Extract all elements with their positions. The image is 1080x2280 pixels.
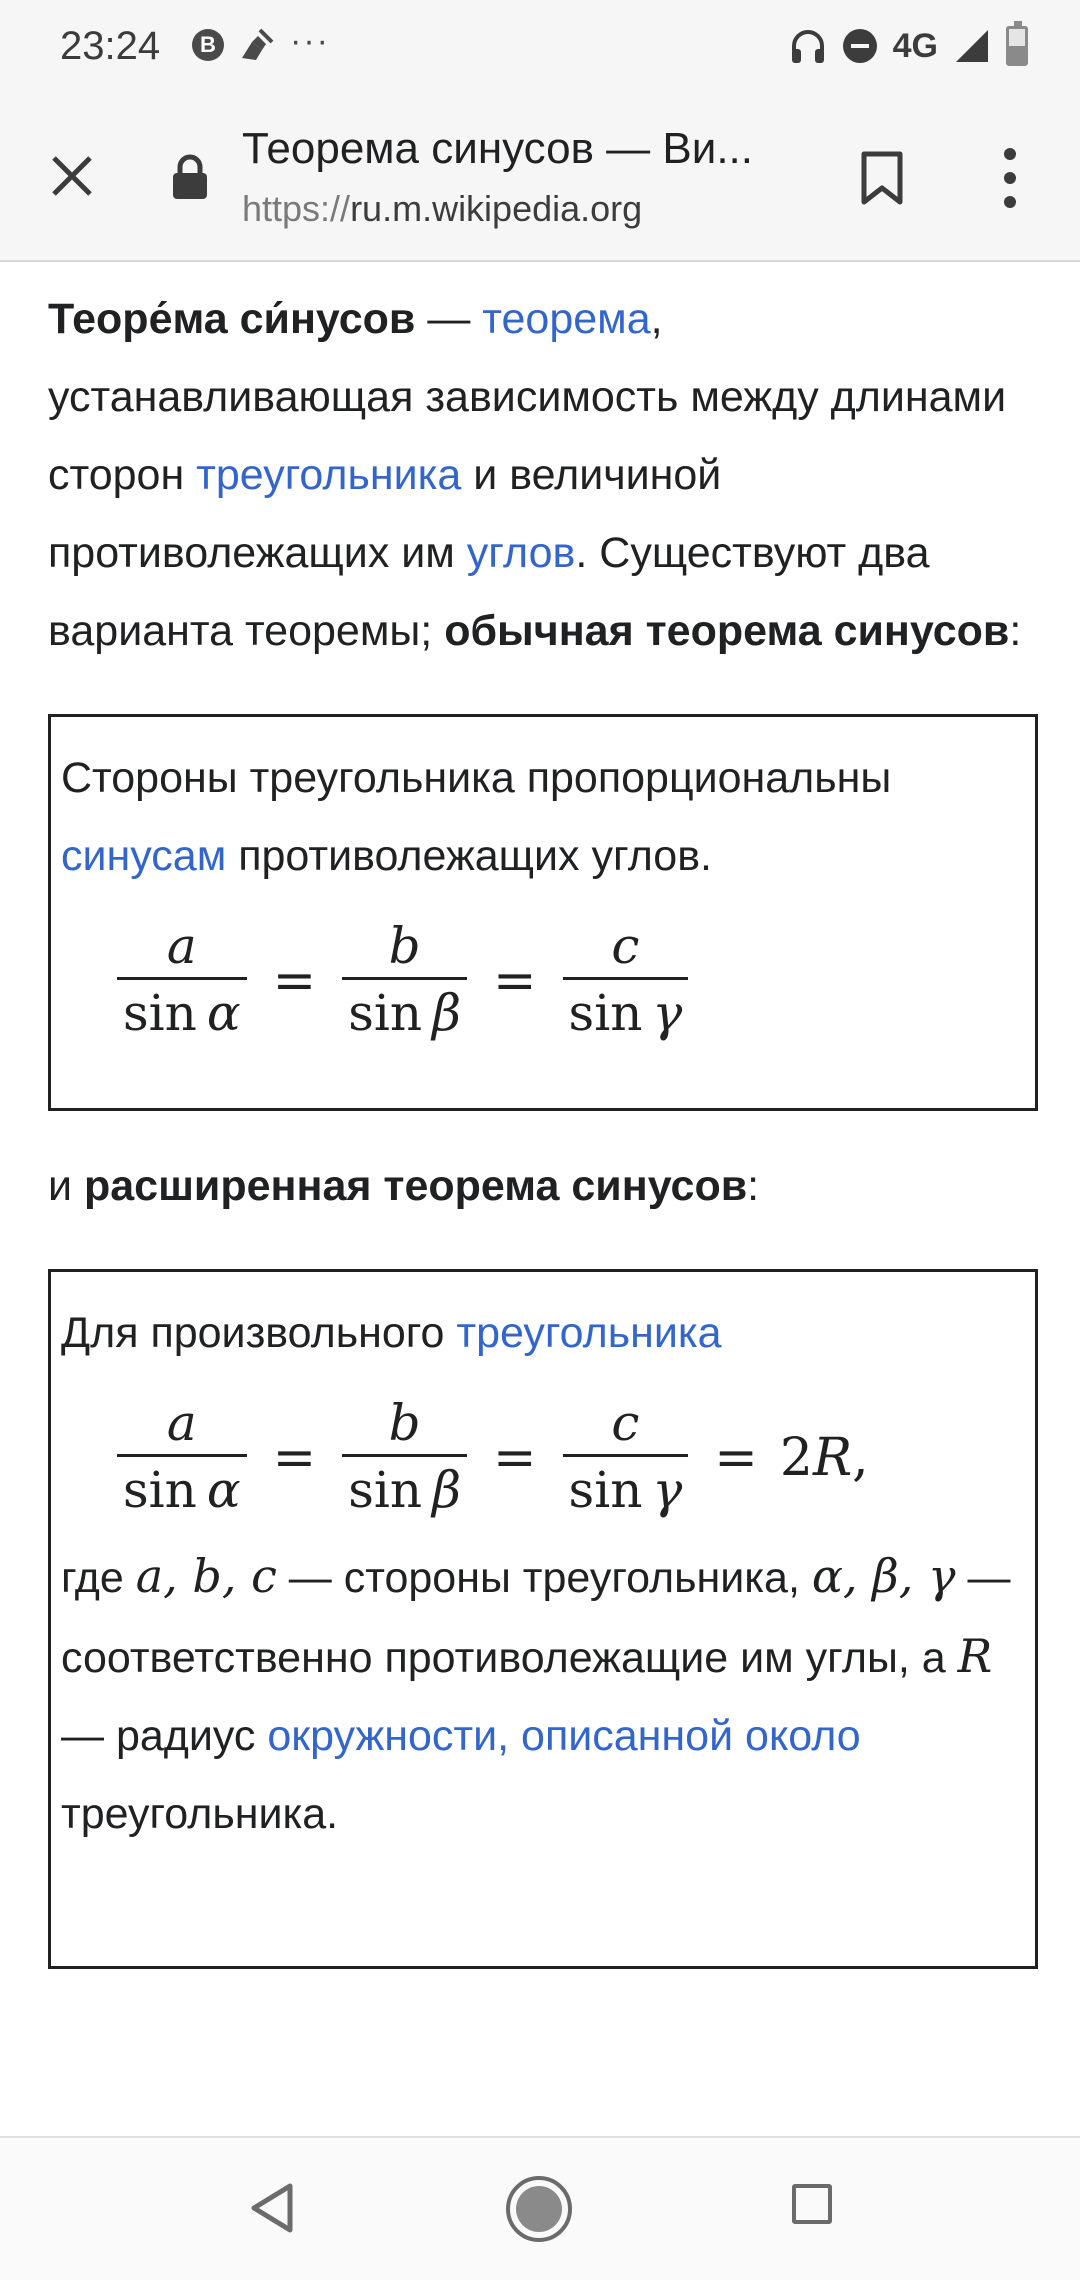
- math-sides: a, b, c: [135, 1549, 277, 1603]
- bold-term: Теоре́ма си́нусов: [48, 295, 416, 343]
- article-content: [48, 280, 1038, 1969]
- headphones-icon: [789, 27, 827, 65]
- intro-paragraph: Теоре́ма си́нусов — теорема, устанавливающая зависимость между длинами сторон треугольника и величиной противолежащих им углов. Существуют два варианта теоремы; обычная теорема синусов:: [48, 295, 1022, 655]
- close-button[interactable]: [36, 140, 108, 212]
- link-treugolnika-2[interactable]: треугольника: [456, 1309, 722, 1357]
- more-vert-icon: [1004, 148, 1016, 160]
- link-uglov[interactable]: углов: [466, 529, 576, 577]
- link-treugolnika[interactable]: треугольника: [196, 451, 462, 499]
- url-scheme: https://: [242, 188, 351, 229]
- status-time: 23:24: [60, 24, 161, 68]
- box1-text: Стороны треугольника пропорциональны синусам противолежащих углов.: [61, 754, 892, 880]
- theorem-box-extended: [48, 1269, 1038, 1969]
- link-teorema[interactable]: теорема: [482, 295, 651, 343]
- link-sinusam[interactable]: синусам: [61, 832, 227, 880]
- link-circumcircle[interactable]: окружности, описанной около: [267, 1712, 861, 1760]
- custom-tab-toolbar: [0, 96, 1080, 262]
- close-icon: [50, 154, 94, 198]
- battery-icon: [1006, 26, 1028, 66]
- extended-intro: и расширенная теорема синусов:: [48, 1162, 760, 1210]
- system-nav-bar: [0, 2136, 1080, 2280]
- box2-description: где a, b, c — стороны треугольника, α, β, γ — соответственно противолежащие им углы, а R — радиус окружности, описанной около треугольника.: [61, 1549, 1011, 1838]
- formula-rhs: 2R,: [779, 1427, 869, 1488]
- network-type: 4G: [892, 26, 938, 65]
- math-radius: R: [957, 1629, 993, 1683]
- status-left-icons: [192, 21, 330, 62]
- url-host: ru.m.wikipedia.org: [350, 188, 643, 229]
- broom-icon: [238, 28, 276, 62]
- fraction-a: $\frac{a}{\text{sin α}}$: [113, 915, 251, 1046]
- bold-extended-theorem: расширенная теорема синусов: [83, 1162, 748, 1210]
- theorem-box-regular: [48, 714, 1038, 1111]
- formula-extended: $\frac{a}{\text{sin α}}$ = $\frac{b}{\text{sin β}}$ = $\frac{c}{\text{sin γ}}$ = 2R,: [113, 1392, 1025, 1523]
- page-url[interactable]: [242, 188, 642, 230]
- back-triangle-icon[interactable]: [244, 2180, 300, 2236]
- home-circle-icon[interactable]: [506, 2176, 572, 2242]
- status-right-icons: [789, 26, 1028, 66]
- b-circle-icon: B: [192, 29, 224, 61]
- formula-regular: $\frac{a}{\text{sin α}}$ = $\frac{b}{\text{sin β}}$ = $\frac{c}{\text{sin γ}}$: [113, 915, 1025, 1046]
- fraction-a: $\frac{a}{\text{sin α}}$: [113, 1392, 251, 1523]
- signal-icon: [954, 28, 990, 64]
- fraction-b: $\frac{b}{\text{sin β}}$: [338, 915, 471, 1046]
- more-vert-button[interactable]: [980, 136, 1040, 220]
- fraction-c: $\frac{c}{\text{sin γ}}$: [559, 1392, 693, 1523]
- fraction-b: $\frac{b}{\text{sin β}}$: [338, 1392, 471, 1523]
- bookmark-icon: [860, 150, 904, 206]
- bookmark-button[interactable]: [850, 142, 914, 214]
- lock-icon[interactable]: [170, 154, 210, 200]
- more-notifications-dots: ···: [290, 21, 330, 60]
- recents-square-icon[interactable]: [792, 2184, 832, 2224]
- fraction-c: $\frac{c}{\text{sin γ}}$: [559, 915, 693, 1046]
- status-bar: [0, 0, 1080, 96]
- box2-text: Для произвольного треугольника: [61, 1309, 722, 1357]
- math-angles: α, β, γ: [811, 1549, 956, 1603]
- do-not-disturb-icon: [843, 29, 877, 63]
- bold-regular-theorem: обычная теорема синусов: [444, 607, 1010, 655]
- page-title[interactable]: Теорема синусов — Ви...: [242, 124, 754, 173]
